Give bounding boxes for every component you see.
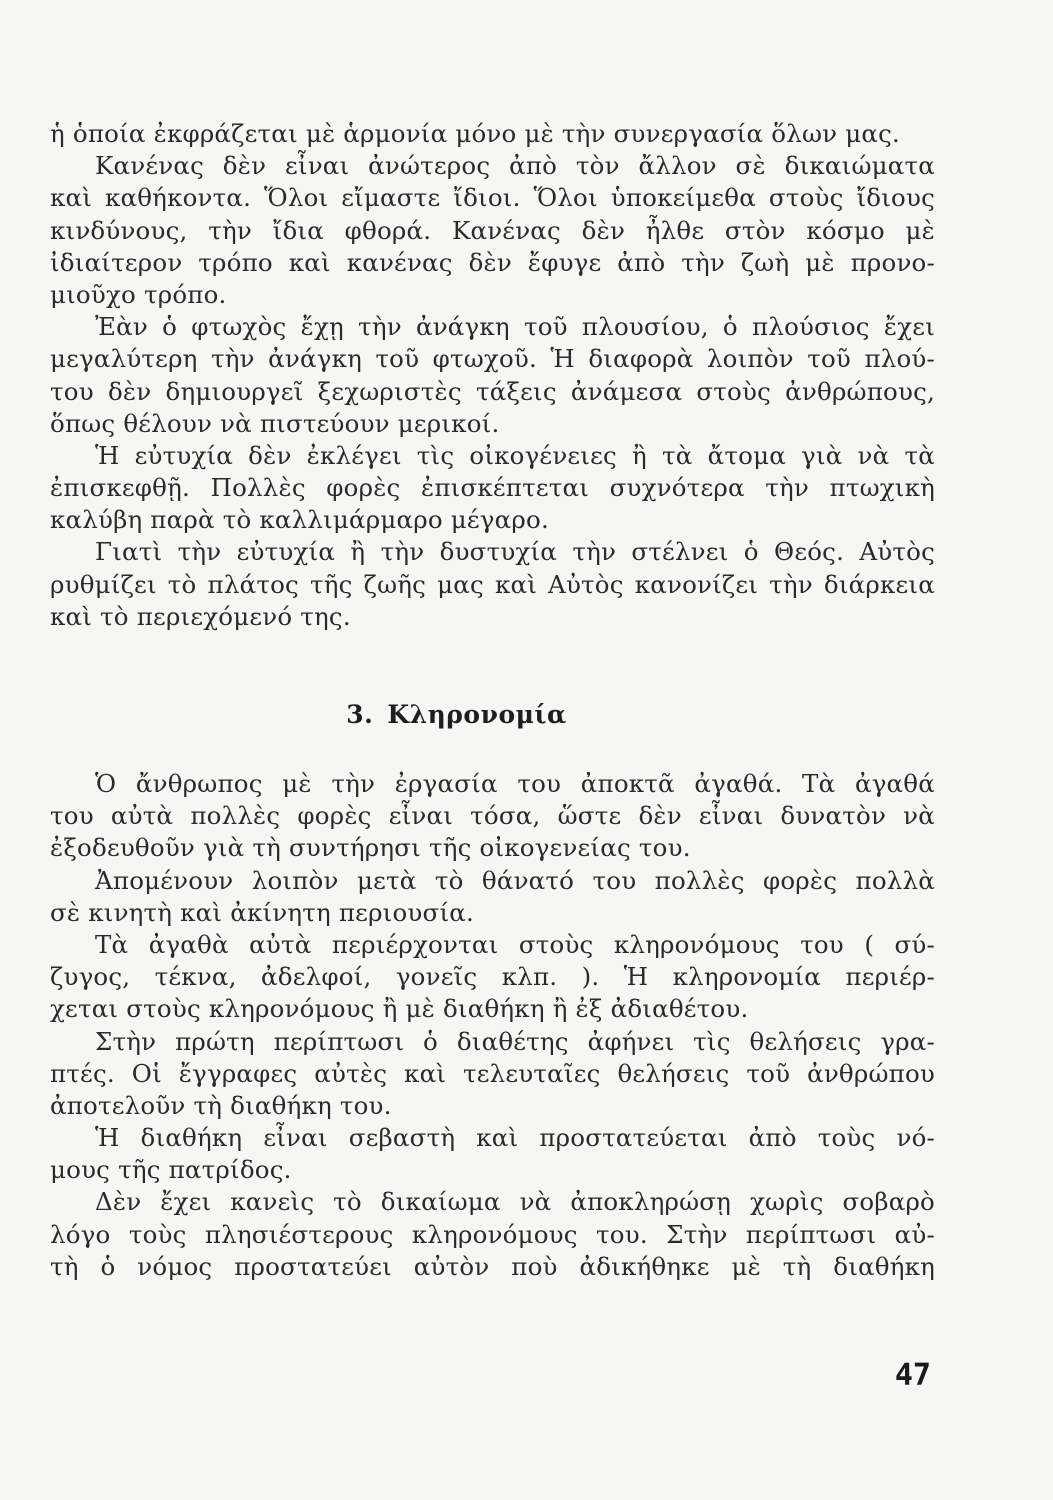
text-line: του αὐτὰ πολλὲς φορὲς εἶναι τόσα, ὥστε δὲν εἶναι δυνατὸν νὰ [50, 801, 935, 831]
section-title: Κληρονομία [387, 700, 567, 729]
text-line: μους τῆς πατρίδος. [50, 1155, 292, 1185]
text-line: τὴ ὁ νόμος προστατεύει αὐτὸν ποὺ ἀδικήθηκε μὲ τὴ διαθήκη [50, 1251, 935, 1281]
text-line: Ἀπομένουν λοιπὸν μετὰ τὸ θάνατό του πολλὲς φορὲς πολλὰ [95, 865, 935, 895]
text-line: Ἐὰν ὁ φτωχὸς ἔχῃ τὴν ἀνάγκη τοῦ πλουσίου, ὁ πλούσιος ἔχει [95, 312, 935, 342]
text-line: μεγαλύτερη τὴν ἀνάγκη τοῦ φτωχοῦ. Ἡ διαφορὰ λοιπὸν τοῦ πλού- [50, 344, 935, 374]
text-line: καλύβη παρὰ τὸ καλλιμάρμαρο μέγαρο. [50, 505, 549, 535]
text-line: καὶ τὸ περιεχόμενό της. [50, 601, 351, 631]
section-number: 3. [346, 700, 374, 729]
text-line: Τὰ ἀγαθὰ αὐτὰ περιέρχονται στοὺς κληρονόμους του ( σύ- [95, 929, 935, 959]
text-line: μιοῦχο τρόπο. [50, 279, 227, 309]
text-line: πτές. Οἱ ἔγγραφες αὐτὲς καὶ τελευταῖες θελήσεις τοῦ ἀνθρώπου [50, 1058, 935, 1088]
paragraphs-before-heading [50, 118, 935, 633]
text-line: του δὲν δημιουργεῖ ξεχωριστὲς τάξεις ἀνάμεσα στοὺς ἀνθρώπους, [50, 376, 935, 406]
text-line: Ἡ διαθήκη εἶναι σεβαστὴ καὶ προστατεύεται ἀπὸ τοὺς νό- [95, 1123, 935, 1153]
text-line: ἀποτελοῦν τὴ διαθήκη του. [50, 1090, 392, 1120]
text-line: Στὴν πρώτη περίπτωσι ὁ διαθέτης ἀφήνει τὶς θελήσεις γρα- [95, 1026, 935, 1056]
text-line: ζυγος, τέκνα, ἀδελφοί, γονεῖς κλπ. ). Ἡ κληρονομία περιέρ- [50, 962, 935, 992]
text-line: ἰδιαίτερον τρόπο καὶ κανένας δὲν ἔφυγε ἀπὸ τὴν ζωὴ μὲ προνο- [50, 247, 935, 277]
text-line: καὶ καθήκοντα. Ὅλοι εἴμαστε ἴδιοι. Ὅλοι ὑποκείμεθα στοὺς ἴδιους [50, 183, 935, 213]
text-line: ρυθμίζει τὸ πλάτος τῆς ζωῆς μας καὶ Αὐτὸς κανονίζει τὴν διάρκεια [50, 569, 935, 599]
text-line: Κανένας δὲν εἶναι ἀνώτερος ἀπὸ τὸν ἄλλον σὲ δικαιώματα [95, 151, 935, 181]
text-line: Δὲν ἔχει κανεὶς τὸ δικαίωμα νὰ ἀποκληρώσῃ χωρὶς σοβαρὸ [95, 1187, 935, 1217]
text-line: σὲ κινητὴ καὶ ἀκίνητη περιουσία. [50, 897, 474, 927]
text-line: ἐπισκεφθῇ. Πολλὲς φορὲς ἐπισκέπτεται συχνότερα τὴν πτωχικὴ [50, 473, 935, 503]
paragraphs-after-heading [50, 768, 935, 1283]
text-line: Γιατὶ τὴν εὐτυχία ἢ τὴν δυστυχία τὴν στέλνει ὁ Θεός. Αὐτὸς [95, 537, 935, 567]
page-number: 47 [894, 1358, 931, 1393]
text-line: κινδύνους, τὴν ἴδια φθορά. Κανένας δὲν ἦλθε στὸν κόσμο μὲ [50, 215, 935, 245]
text-line: ἡ ὁποία ἐκφράζεται μὲ ἁρμονία μόνο μὲ τὴν συνεργασία ὅλων μας. [50, 119, 900, 148]
text-line: λόγο τοὺς πλησιέστερους κληρονόμους του. Στὴν περίπτωσι αὐ- [50, 1219, 935, 1249]
text-line: Ἡ εὐτυχία δὲν ἐκλέγει τὶς οἰκογένειες ἢ τὰ ἄτομα γιὰ νὰ τὰ [95, 440, 935, 470]
text-line: Ὁ ἄνθρωπος μὲ τὴν ἐργασία του ἀποκτᾶ ἀγαθά. Τὰ ἀγαθά [95, 769, 935, 798]
text-line: ὅπως θέλουν νὰ πιστεύουν μερικοί. [50, 408, 500, 438]
text-line: χεται στοὺς κληρονόμους ἢ μὲ διαθήκη ἢ ἐξ ἀδιαθέτου. [50, 994, 749, 1024]
section-heading [0, 700, 1053, 736]
text-line: ἐξοδευθοῦν γιὰ τὴ συντήρησι τῆς οἰκογενείας του. [50, 833, 691, 863]
